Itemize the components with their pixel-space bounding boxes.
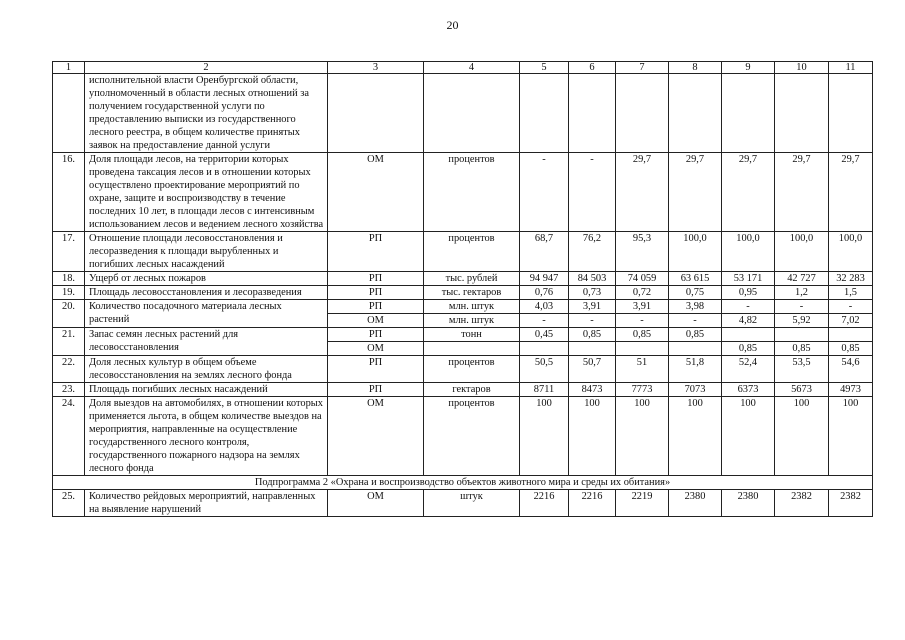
table-row <box>53 286 873 300</box>
unit-of-measure: процентов <box>424 356 520 383</box>
value-cell <box>569 74 616 153</box>
column-header: 4 <box>424 62 520 74</box>
value-cell: 6373 <box>722 383 775 397</box>
indicator-type: ОМ <box>328 314 424 328</box>
row-number: 22. <box>53 356 85 383</box>
indicator-name: Ущерб от лесных пожаров <box>85 272 328 286</box>
value-cell: 29,7 <box>616 153 669 232</box>
value-cell: 5,92 <box>775 314 829 328</box>
value-cell: 0,85 <box>775 342 829 356</box>
row-number: 23. <box>53 383 85 397</box>
table-row <box>53 383 873 397</box>
value-cell: 53 171 <box>722 272 775 286</box>
value-cell: 4,03 <box>520 300 569 314</box>
value-cell: - <box>722 300 775 314</box>
table-row <box>53 300 873 314</box>
value-cell: 0,85 <box>669 328 722 342</box>
indicator-type: ОМ <box>328 342 424 356</box>
value-cell: 3,98 <box>669 300 722 314</box>
value-cell: - <box>520 314 569 328</box>
value-cell: 100 <box>569 397 616 476</box>
value-cell: 0,85 <box>722 342 775 356</box>
value-cell: 29,7 <box>722 153 775 232</box>
unit-of-measure: гектаров <box>424 383 520 397</box>
value-cell: - <box>616 314 669 328</box>
value-cell: 2382 <box>775 490 829 517</box>
value-cell: 0,72 <box>616 286 669 300</box>
indicator-type: ОМ <box>328 397 424 476</box>
value-cell: 7773 <box>616 383 669 397</box>
column-header: 1 <box>53 62 85 74</box>
value-cell: 100,0 <box>829 232 873 272</box>
value-cell: 7073 <box>669 383 722 397</box>
value-cell: 95,3 <box>616 232 669 272</box>
indicator-name: Площадь лесовосстановления и лесоразведения <box>85 286 328 300</box>
value-cell <box>722 74 775 153</box>
table-row <box>53 153 873 232</box>
unit-of-measure: процентов <box>424 232 520 272</box>
value-cell: 29,7 <box>829 153 873 232</box>
subprogram-title: Подпрограмма 2 «Охрана и воспроизводство объектов животного мира и среды их обитания» <box>53 476 873 490</box>
unit-of-measure <box>424 342 520 356</box>
value-cell: - <box>669 314 722 328</box>
value-cell: 29,7 <box>669 153 722 232</box>
value-cell <box>616 74 669 153</box>
table-row <box>53 74 873 153</box>
value-cell: 50,7 <box>569 356 616 383</box>
value-cell: 50,5 <box>520 356 569 383</box>
indicator-type: РП <box>328 328 424 342</box>
row-number <box>53 74 85 153</box>
value-cell: 0,76 <box>520 286 569 300</box>
value-cell: 54,6 <box>829 356 873 383</box>
table-row <box>53 232 873 272</box>
value-cell <box>669 74 722 153</box>
value-cell: 1,2 <box>775 286 829 300</box>
value-cell: 29,7 <box>775 153 829 232</box>
column-header: 3 <box>328 62 424 74</box>
indicator-name: Доля лесных культур в общем объеме лесовосстановления на землях лесного фонда <box>85 356 328 383</box>
row-number: 24. <box>53 397 85 476</box>
table-row <box>53 397 873 476</box>
value-cell: - <box>569 153 616 232</box>
indicator-type: ОМ <box>328 153 424 232</box>
value-cell: 3,91 <box>616 300 669 314</box>
value-cell: 0,85 <box>569 328 616 342</box>
value-cell: 100 <box>829 397 873 476</box>
value-cell: 42 727 <box>775 272 829 286</box>
indicator-name: исполнительной власти Оренбургской области, уполномоченный в области лесных отношений за получением государственной услуги по предоставлению выписки из государственного лесного реестра, в общем количестве принятых заявок на предоставление данной услуги <box>85 74 328 153</box>
column-header: 2 <box>85 62 328 74</box>
indicator-name: Доля площади лесов, на территории которых проведена таксация лесов и в отношении которых осуществлено проектирование мероприятий по охране, защите и воспроизводству в течение последних 10 лет, в площади лесов с интенсивным использованием лесов и ведением лесного хозяйства <box>85 153 328 232</box>
value-cell: 2216 <box>569 490 616 517</box>
column-header: 11 <box>829 62 873 74</box>
value-cell: 100 <box>616 397 669 476</box>
unit-of-measure: тонн <box>424 328 520 342</box>
column-header: 9 <box>722 62 775 74</box>
indicator-type: ОМ <box>328 490 424 517</box>
value-cell: 1,5 <box>829 286 873 300</box>
table-row <box>53 328 873 342</box>
value-cell: 5673 <box>775 383 829 397</box>
indicator-type: РП <box>328 356 424 383</box>
value-cell <box>669 342 722 356</box>
column-header: 10 <box>775 62 829 74</box>
value-cell: 84 503 <box>569 272 616 286</box>
value-cell: 2382 <box>829 490 873 517</box>
value-cell: 4,82 <box>722 314 775 328</box>
value-cell: - <box>775 300 829 314</box>
indicator-type <box>328 74 424 153</box>
row-number: 17. <box>53 232 85 272</box>
unit-of-measure: тыс. рублей <box>424 272 520 286</box>
unit-of-measure: млн. штук <box>424 300 520 314</box>
indicator-name: Отношение площади лесовосстановления и лесоразведения к площади вырубленных и погибших лесных насаждений <box>85 232 328 272</box>
value-cell: 100,0 <box>669 232 722 272</box>
column-header: 6 <box>569 62 616 74</box>
value-cell: 0,85 <box>616 328 669 342</box>
value-cell: 100 <box>520 397 569 476</box>
value-cell <box>829 328 873 342</box>
value-cell: 100,0 <box>722 232 775 272</box>
indicator-name: Доля выездов на автомобилях, в отношении которых применяется льгота, в общем количестве выездов на мероприятия, направленные на осуществление государственного лесного контроля, государственного пожарного надзора на землях лесного фонда <box>85 397 328 476</box>
unit-of-measure: процентов <box>424 397 520 476</box>
row-number: 21. <box>53 328 85 356</box>
value-cell: 0,75 <box>669 286 722 300</box>
value-cell: 0,85 <box>829 342 873 356</box>
value-cell: 63 615 <box>669 272 722 286</box>
indicator-type: РП <box>328 383 424 397</box>
indicator-type: РП <box>328 286 424 300</box>
value-cell: 94 947 <box>520 272 569 286</box>
value-cell: 74 059 <box>616 272 669 286</box>
column-header: 7 <box>616 62 669 74</box>
value-cell <box>569 342 616 356</box>
value-cell: 2380 <box>722 490 775 517</box>
unit-of-measure: млн. штук <box>424 314 520 328</box>
value-cell: 100 <box>669 397 722 476</box>
header-row <box>53 62 873 74</box>
value-cell: - <box>520 153 569 232</box>
indicator-name: Количество рейдовых мероприятий, направленных на выявление нарушений <box>85 490 328 517</box>
value-cell: 51 <box>616 356 669 383</box>
table-row <box>53 272 873 286</box>
subprogram-row <box>53 476 873 490</box>
indicators-table <box>52 61 873 517</box>
indicator-type: РП <box>328 272 424 286</box>
indicator-type: РП <box>328 232 424 272</box>
value-cell: 2380 <box>669 490 722 517</box>
value-cell <box>616 342 669 356</box>
column-header: 8 <box>669 62 722 74</box>
value-cell: 3,91 <box>569 300 616 314</box>
value-cell: 76,2 <box>569 232 616 272</box>
indicator-type: РП <box>328 300 424 314</box>
unit-of-measure: тыс. гектаров <box>424 286 520 300</box>
column-header: 5 <box>520 62 569 74</box>
value-cell: 32 283 <box>829 272 873 286</box>
row-number: 19. <box>53 286 85 300</box>
value-cell <box>775 74 829 153</box>
row-number: 16. <box>53 153 85 232</box>
value-cell: 7,02 <box>829 314 873 328</box>
value-cell: 100,0 <box>775 232 829 272</box>
indicator-name: Запас семян лесных растений для лесовосстановления <box>85 328 328 356</box>
table-row <box>53 356 873 383</box>
indicator-name: Количество посадочного материала лесных растений <box>85 300 328 328</box>
value-cell <box>829 74 873 153</box>
value-cell: 2219 <box>616 490 669 517</box>
value-cell: 51,8 <box>669 356 722 383</box>
value-cell: 8473 <box>569 383 616 397</box>
unit-of-measure: штук <box>424 490 520 517</box>
value-cell: 100 <box>722 397 775 476</box>
value-cell <box>520 342 569 356</box>
value-cell: 0,73 <box>569 286 616 300</box>
value-cell: 52,4 <box>722 356 775 383</box>
value-cell <box>520 74 569 153</box>
value-cell: 0,45 <box>520 328 569 342</box>
page-number: 20 <box>446 18 459 32</box>
value-cell: 0,95 <box>722 286 775 300</box>
value-cell: - <box>569 314 616 328</box>
indicator-name: Площадь погибших лесных насаждений <box>85 383 328 397</box>
row-number: 25. <box>53 490 85 517</box>
table-row <box>53 490 873 517</box>
unit-of-measure: процентов <box>424 153 520 232</box>
value-cell: 4973 <box>829 383 873 397</box>
row-number: 18. <box>53 272 85 286</box>
value-cell <box>775 328 829 342</box>
value-cell: 8711 <box>520 383 569 397</box>
value-cell: 2216 <box>520 490 569 517</box>
value-cell: 53,5 <box>775 356 829 383</box>
unit-of-measure <box>424 74 520 153</box>
row-number: 20. <box>53 300 85 328</box>
value-cell: 68,7 <box>520 232 569 272</box>
value-cell <box>722 328 775 342</box>
value-cell: - <box>829 300 873 314</box>
value-cell: 100 <box>775 397 829 476</box>
